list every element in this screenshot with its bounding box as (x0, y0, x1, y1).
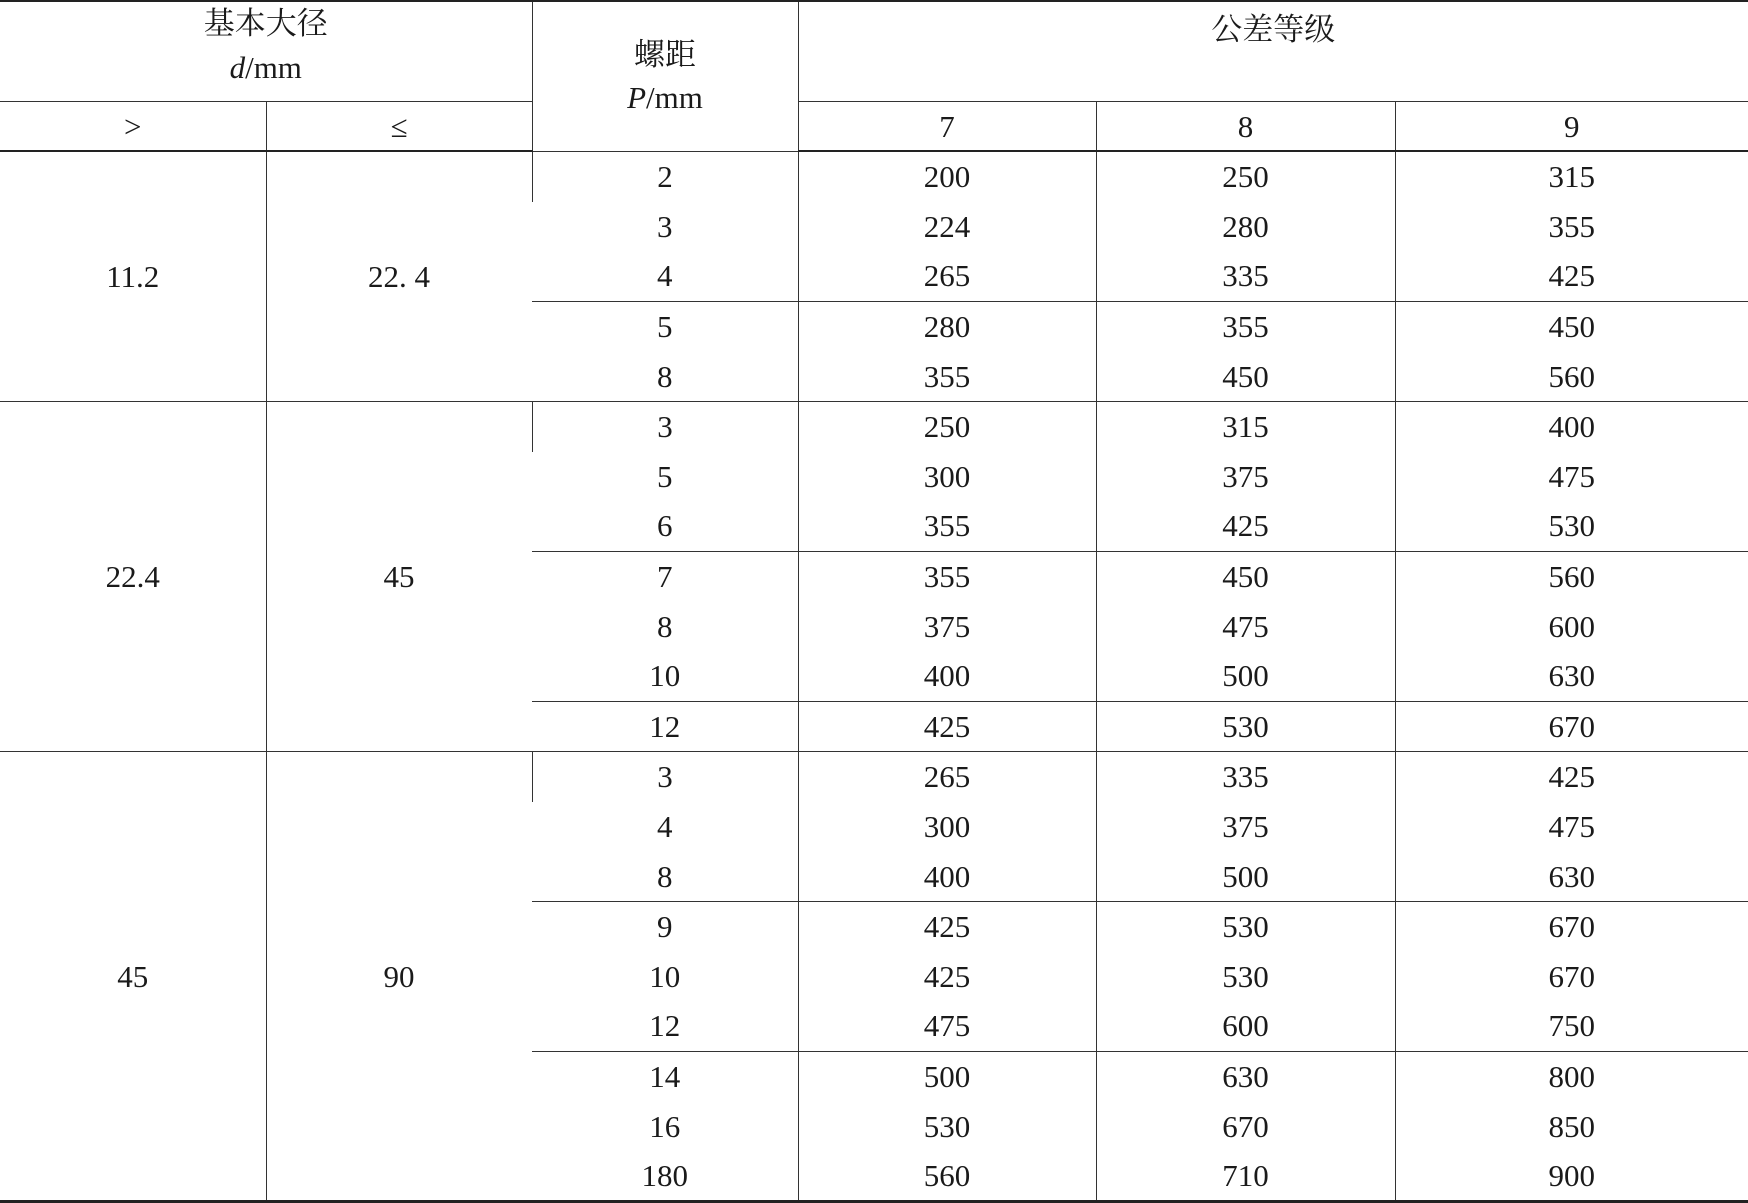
grade-9-cell: 560 (1395, 551, 1748, 601)
grade-7-cell: 400 (798, 651, 1096, 701)
grade-7-cell: 500 (798, 1051, 1096, 1101)
grade-9-cell: 475 (1395, 802, 1748, 852)
diameter-gt-cell: 22.4 (0, 401, 266, 751)
diameter-le-cell: 45 (266, 401, 532, 751)
grade-7-cell: 400 (798, 851, 1096, 901)
header-diameter-symbol: d/mm (229, 49, 302, 85)
grade-9-cell: 630 (1395, 851, 1748, 901)
grade-9-cell: 670 (1395, 701, 1748, 752)
grade-8-cell: 530 (1096, 701, 1395, 752)
grade-8-cell: 475 (1096, 601, 1395, 651)
pitch-cell: 14 (649, 1058, 681, 1094)
grade-9-cell: 900 (1395, 1151, 1748, 1202)
pitch-cell: 180 (532, 1151, 798, 1202)
pitch-cell: 12 (532, 1001, 798, 1051)
grade-9-cell: 530 (1395, 501, 1748, 551)
grade-8-cell: 600 (1096, 1001, 1395, 1051)
grade-7-cell: 560 (798, 1151, 1096, 1202)
grade-9-cell: 355 (1395, 202, 1748, 252)
pitch-cell: 3 (532, 401, 798, 451)
table-row (0, 401, 1748, 451)
grade-7-cell: 530 (798, 1101, 1096, 1151)
grade-9-cell: 750 (1395, 1001, 1748, 1051)
grade-7-cell: 300 (798, 802, 1096, 852)
grade-7-cell: 355 (798, 551, 1096, 601)
grade-7-cell: 200 (798, 151, 1096, 202)
grade-9-cell: 600 (1395, 601, 1748, 651)
grade-9-cell: 800 (1395, 1051, 1748, 1101)
grade-9-cell: 450 (1395, 301, 1748, 351)
pitch-cell: 7 (657, 559, 673, 595)
grade-9-cell: 425 (1395, 752, 1748, 802)
grade-7-cell: 280 (798, 301, 1096, 351)
grade-8-cell: 250 (1096, 151, 1395, 202)
grade-7-cell: 265 (798, 752, 1096, 802)
header-greater-than: > (0, 102, 266, 152)
pitch-cell: 3 (657, 208, 673, 244)
header-tolerance-grade (798, 1, 1748, 102)
diameter-le-cell: 22. 4 (266, 151, 532, 401)
header-diameter-title: 基本大径 (203, 6, 328, 42)
grade-7-cell: 425 (798, 701, 1096, 752)
pitch-cell: 3 (532, 752, 798, 802)
grade-8-cell: 530 (1096, 901, 1395, 951)
grade-8-cell: 425 (1096, 501, 1395, 551)
grade-8-cell: 530 (1096, 952, 1395, 1002)
grade-7-cell: 375 (798, 601, 1096, 651)
diameter-gt-cell: 11.2 (0, 151, 266, 401)
pitch-cell: 5 (657, 309, 673, 345)
grade-9-cell: 670 (1395, 952, 1748, 1002)
header-grade-title: 公差等级 (1211, 12, 1336, 47)
grade-7-cell: 355 (798, 351, 1096, 401)
grade-7-cell: 425 (798, 952, 1096, 1002)
grade-8-cell: 450 (1096, 351, 1395, 401)
grade-8-cell: 450 (1096, 551, 1395, 601)
header-less-equal: ≤ (266, 102, 532, 152)
header-pitch (532, 1, 798, 151)
pitch-cell: 8 (657, 608, 673, 644)
pitch-cell: 10 (532, 651, 798, 701)
grade-9-cell: 560 (1395, 351, 1748, 401)
grade-7-cell: 425 (798, 901, 1096, 951)
grade-8-cell: 315 (1096, 401, 1395, 451)
grade-9-cell: 475 (1395, 452, 1748, 502)
pitch-cell: 9 (657, 909, 673, 945)
grade-8-cell: 335 (1096, 752, 1395, 802)
grade-8-cell: 375 (1096, 802, 1395, 852)
pitch-cell: 6 (532, 501, 798, 551)
table-body (0, 151, 1748, 1202)
grade-9-cell: 670 (1395, 901, 1748, 951)
grade-7-cell: 475 (798, 1001, 1096, 1051)
grade-9-cell: 315 (1395, 151, 1748, 202)
grade-8-cell: 500 (1096, 651, 1395, 701)
grade-8-cell: 335 (1096, 251, 1395, 301)
grade-8-cell: 355 (1096, 301, 1395, 351)
pitch-cell: 8 (532, 351, 798, 401)
grade-8-cell: 375 (1096, 452, 1395, 502)
grade-7-cell: 250 (798, 401, 1096, 451)
grade-8-cell: 280 (1096, 202, 1395, 252)
grade-9-cell: 400 (1395, 401, 1748, 451)
table-row (0, 151, 1748, 202)
header-grade-7: 7 (798, 102, 1096, 152)
grade-7-cell: 355 (798, 501, 1096, 551)
pitch-cell: 2 (532, 151, 798, 202)
grade-8-cell: 670 (1096, 1101, 1395, 1151)
header-basic-diameter (0, 1, 532, 102)
grade-7-cell: 224 (798, 202, 1096, 252)
pitch-cell: 12 (532, 701, 798, 752)
header-pitch-title: 螺距 (634, 36, 696, 72)
grade-9-cell: 425 (1395, 251, 1748, 301)
diameter-le-cell: 90 (266, 752, 532, 1202)
grade-8-cell: 500 (1096, 851, 1395, 901)
pitch-cell: 5 (657, 458, 673, 494)
pitch-cell: 4 (532, 251, 798, 301)
grade-7-cell: 265 (798, 251, 1096, 301)
table-row (0, 752, 1748, 802)
pitch-cell: 10 (649, 958, 681, 994)
header-pitch-symbol: P/mm (627, 80, 703, 116)
grade-9-cell: 850 (1395, 1101, 1748, 1151)
grade-8-cell: 710 (1096, 1151, 1395, 1202)
header-grade-8: 8 (1096, 102, 1395, 152)
pitch-cell: 8 (532, 851, 798, 901)
pitch-cell: 4 (657, 809, 673, 845)
grade-8-cell: 630 (1096, 1051, 1395, 1101)
grade-9-cell: 630 (1395, 651, 1748, 701)
header-grade-9: 9 (1395, 102, 1748, 152)
grade-7-cell: 300 (798, 452, 1096, 502)
diameter-gt-cell: 45 (0, 752, 266, 1202)
pitch-cell: 16 (649, 1108, 681, 1144)
